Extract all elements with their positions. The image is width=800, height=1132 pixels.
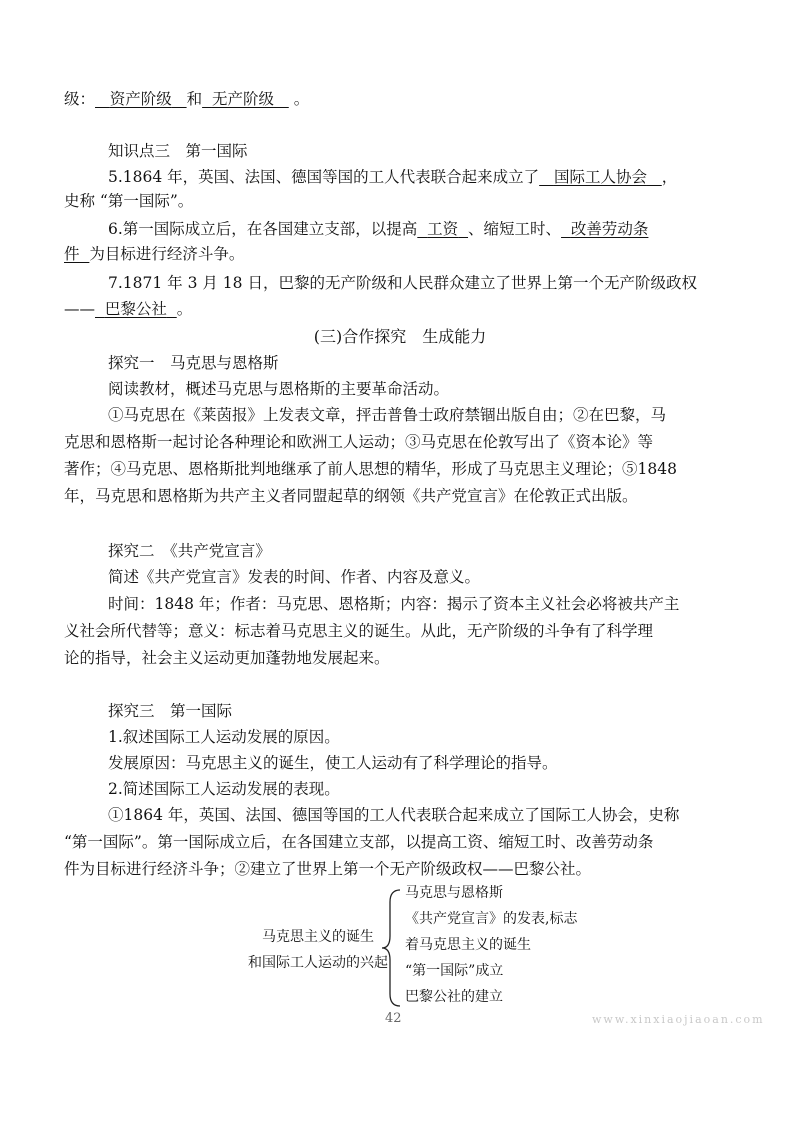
blank-wages: 工资 — [427, 220, 459, 238]
blank-bourgeoisie: 资产阶级 — [109, 90, 172, 108]
explore-2-question: 简述《共产党宣言》发表的时间、作者、内容及意义。 — [108, 568, 481, 586]
blank-iwa: 国际工人协会 — [553, 168, 647, 186]
summary-left-line: 和国际工人运动的兴起 — [248, 955, 388, 971]
explore-3-line: 件为目标进行经济斗争；②建立了世界上第一个无产阶级政权——巴黎公社。 — [64, 860, 592, 878]
item-5: 5.1864 年，英国、法国、德国等国的工人代表联合起来成立了 国际工人协会 ， — [108, 168, 678, 186]
explore-3-line: “第一国际”。第一国际成立后，在各国建立支部，以提高工资、缩短工时、改善劳动条 — [64, 833, 654, 851]
section-title: (三)合作探究 生成能力 — [313, 327, 487, 346]
brace-icon — [380, 888, 404, 1008]
explore-1-line: 著作；④马克思、恩格斯批判地继承了前人思想的精华，形成了马克思主义理论；⑤1848 — [64, 460, 677, 478]
blank-paris-commune: 巴黎公社 — [104, 300, 167, 318]
explore-1-question: 阅读教材，概述马克思与恩格斯的主要革命活动。 — [108, 380, 450, 398]
explore-2-line: 论的指导，社会主义运动更加蓬勃地发展起来。 — [64, 649, 390, 667]
line-class-answer: 级： 资产阶级 和 无产阶级 。 — [64, 90, 310, 108]
page-number: 42 — [385, 1011, 402, 1026]
summary-right-line: “第一国际”成立 — [405, 963, 504, 979]
blank-conditions-b: 件 — [64, 245, 80, 263]
summary-right-line: 马克思与恩格斯 — [405, 885, 503, 901]
explore-1-line: 年，马克思和恩格斯为共产主义者同盟起草的纲领《共产党宣言》在伦敦正式出版。 — [64, 487, 638, 505]
item-6-cont: 件 为目标进行经济斗争。 — [64, 245, 245, 263]
explore-2-line: 义社会所代替等；意义：标志着马克思主义的诞生。从此，无产阶级的斗争有了科学理 — [64, 622, 654, 640]
item-5-cont: 史称 “第一国际”。 — [64, 192, 194, 210]
summary-left-line: 马克思主义的诞生 — [262, 929, 374, 945]
blank-conditions-a: 改善劳动条 — [570, 220, 649, 238]
explore-3-a1: 发展原因：马克思主义的诞生，使工人运动有了科学理论的指导。 — [108, 754, 558, 772]
explore-1-line: ①马克思在《莱茵报》上发表文章，抨击普鲁士政府禁锢出版自由；②在巴黎，马 — [108, 406, 667, 424]
item-7: 7.1871 年 3 月 18 日，巴黎的无产阶级和人民群众建立了世界上第一个无产阶级政权 — [108, 274, 697, 292]
item-6: 6.第一国际成立后，在各国建立支部，以提高 工资 、缩短工时、 改善劳动条 — [108, 220, 649, 238]
explore-3-q1: 1.叙述国际工人运动发展的原因。 — [108, 728, 340, 746]
footer-watermark: www.xinxiaojiaoan.com — [592, 1013, 765, 1026]
blank-proletariat: 无产阶级 — [211, 90, 274, 108]
summary-right-line: 巴黎公社的建立 — [405, 989, 503, 1005]
item-7-cont: —— 巴黎公社 。 — [64, 300, 193, 318]
explore-2-title: 探究二 《共产党宣言》 — [108, 542, 271, 560]
summary-right-line: 着马克思主义的诞生 — [405, 937, 531, 953]
explore-1-line: 克思和恩格斯一起讨论各种理论和欧洲工人运动；③马克思在伦敦写出了《资本论》等 — [64, 433, 654, 451]
summary-diagram — [0, 880, 800, 1020]
explore-2-line: 时间：1848 年；作者：马克思、恩格斯；内容：揭示了资本主义社会必将被共产主 — [108, 595, 680, 613]
explore-1-title: 探究一 马克思与恩格斯 — [108, 354, 279, 372]
explore-3-q2: 2.简述国际工人运动发展的表现。 — [108, 780, 340, 798]
explore-3-title: 探究三 第一国际 — [108, 702, 233, 720]
knowledge-heading: 知识点三 第一国际 — [108, 142, 248, 160]
explore-3-line: ①1864 年，英国、法国、德国等国的工人代表联合起来成立了国际工人协会，史称 — [108, 806, 680, 824]
summary-right-line: 《共产党宣言》的发表,标志 — [405, 911, 578, 927]
